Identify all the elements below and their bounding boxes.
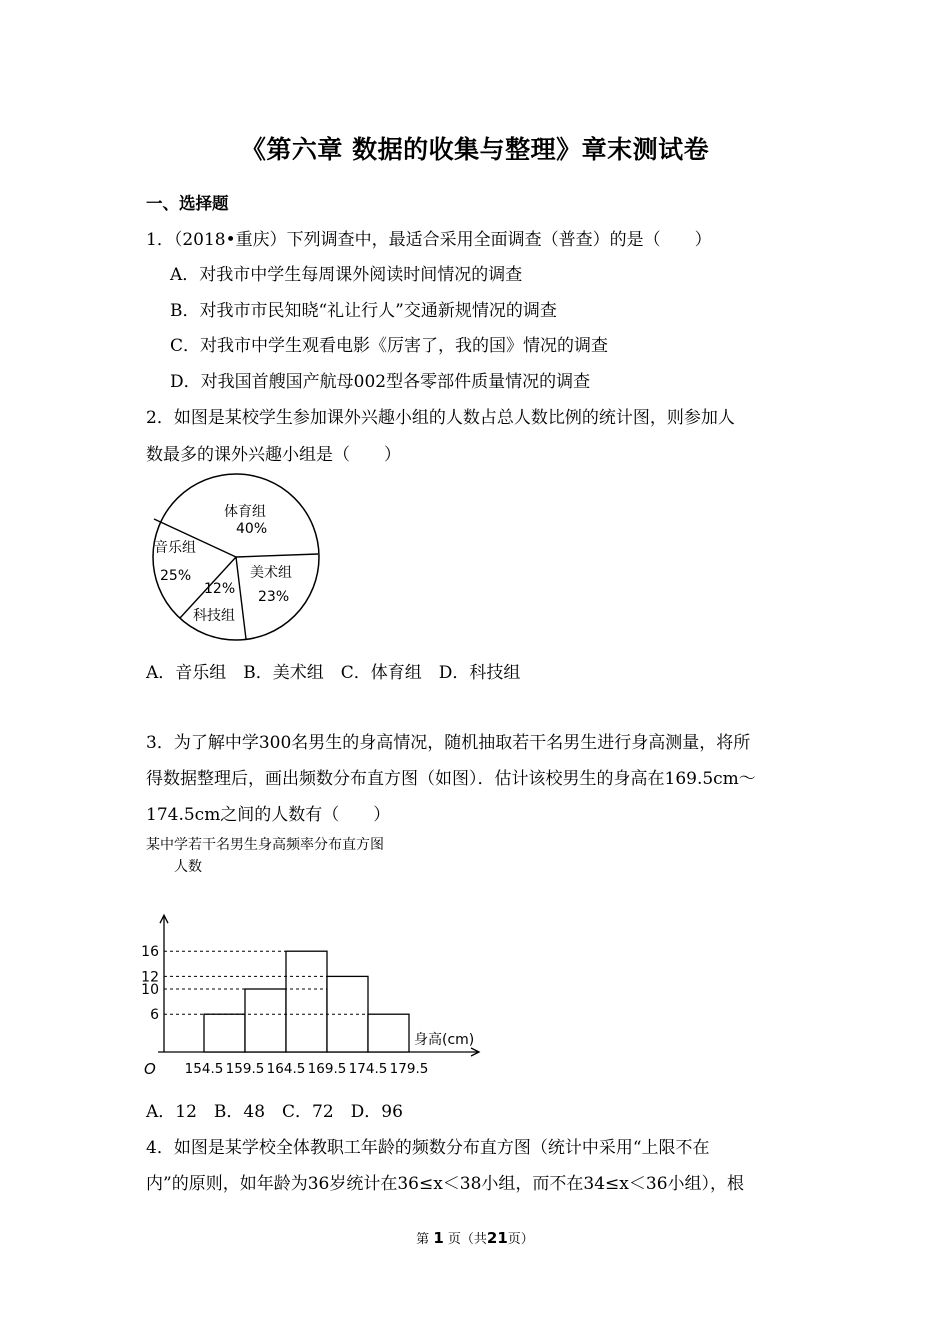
question-4-stem-line2: 内”的原则，如年龄为36岁统计在36≤x＜38小组，而不在34≤x＜36小组），根 [146, 1174, 745, 1194]
pie-pct-music: 25% [160, 568, 192, 584]
question-2-stem-line2: 数最多的课外兴趣小组是（ ） [146, 445, 401, 465]
question-1-stem: 1．（2018•重庆）下列调查中，最适合采用全面调查（普查）的是（ ） [146, 230, 712, 250]
question-3-stem-line3: 174.5cm之间的人数有（ ） [146, 805, 391, 825]
x-tick-label: 169.5 [307, 1061, 347, 1077]
origin-label: O [144, 1060, 156, 1078]
pie-label-art: 美术组 [250, 565, 292, 581]
question-2-answers: A．音乐组 B．美术组 C．体育组 D．科技组 [146, 663, 521, 683]
histogram-bar [286, 951, 327, 1052]
histogram-bar [204, 1014, 245, 1052]
histogram-bar [368, 1014, 409, 1052]
histogram-title: 某中学若干名男生身高频率分布直方图 [146, 837, 384, 853]
question-1-option-b: B．对我市市民知晓“礼让行人”交通新规情况的调查 [170, 301, 557, 321]
question-1-option-c: C．对我市中学生观看电影《厉害了，我的国》情况的调查 [170, 336, 609, 356]
question-4-stem-line1: 4．如图是某学校全体教职工年龄的频数分布直方图（统计中采用“上限不在 [146, 1138, 710, 1158]
pie-label-tech: 科技组 [193, 608, 235, 624]
question-1-option-a: A．对我市中学生每周课外阅读时间情况的调查 [170, 265, 523, 285]
question-1-option-d: D．对我国首艘国产航母002型各零部件质量情况的调查 [170, 372, 591, 392]
x-tick-label: 179.5 [389, 1061, 429, 1077]
pie-pct-sports: 40% [236, 521, 268, 537]
histogram-bar [245, 989, 286, 1052]
footer-middle: 页（共 [447, 1232, 487, 1247]
pie-pct-art: 23% [258, 589, 290, 605]
pie-label-sports: 体育组 [224, 504, 266, 520]
x-tick-label: 174.5 [348, 1061, 388, 1077]
question-3-answers: A．12 B．48 C．72 D．96 [146, 1102, 403, 1122]
footer-total-pages: 21 [486, 1229, 508, 1247]
page-footer [0, 1228, 950, 1247]
question-2-stem-line1: 2．如图是某校学生参加课外兴趣小组的人数占总人数比例的统计图，则参加人 [146, 408, 735, 428]
y-tick-label: 12 [141, 969, 159, 986]
pie-label-music: 音乐组 [154, 540, 196, 556]
y-tick-label: 16 [141, 944, 159, 961]
x-tick-label: 159.5 [225, 1061, 265, 1077]
pie-chart [140, 470, 330, 642]
page-title: 《第六章 数据的收集与整理》章末测试卷 [240, 135, 710, 164]
histogram-chart [130, 832, 500, 1084]
y-tick-label: 6 [150, 1007, 159, 1024]
question-3-stem-line2: 得数据整理后，画出频数分布直方图（如图）．估计该校男生的身高在169.5cm～ [146, 769, 756, 789]
histogram-marks [141, 915, 479, 1077]
pie-pct-tech: 12% [204, 581, 236, 597]
section-heading: 一、选择题 [146, 194, 229, 213]
x-tick-label: 164.5 [266, 1061, 306, 1077]
x-axis-label: 身高(cm) [414, 1032, 475, 1048]
y-axis-label: 人数 [174, 859, 202, 875]
question-3-stem-line1: 3．为了解中学300名男生的身高情况，随机抽取若干名男生进行身高测量，将所 [146, 733, 751, 753]
x-tick-label: 154.5 [184, 1061, 224, 1077]
y-tick-label: 10 [141, 982, 159, 998]
footer-suffix: 页） [507, 1232, 534, 1247]
footer-page-number: 1 [433, 1229, 444, 1247]
footer-prefix: 第 [416, 1232, 430, 1247]
